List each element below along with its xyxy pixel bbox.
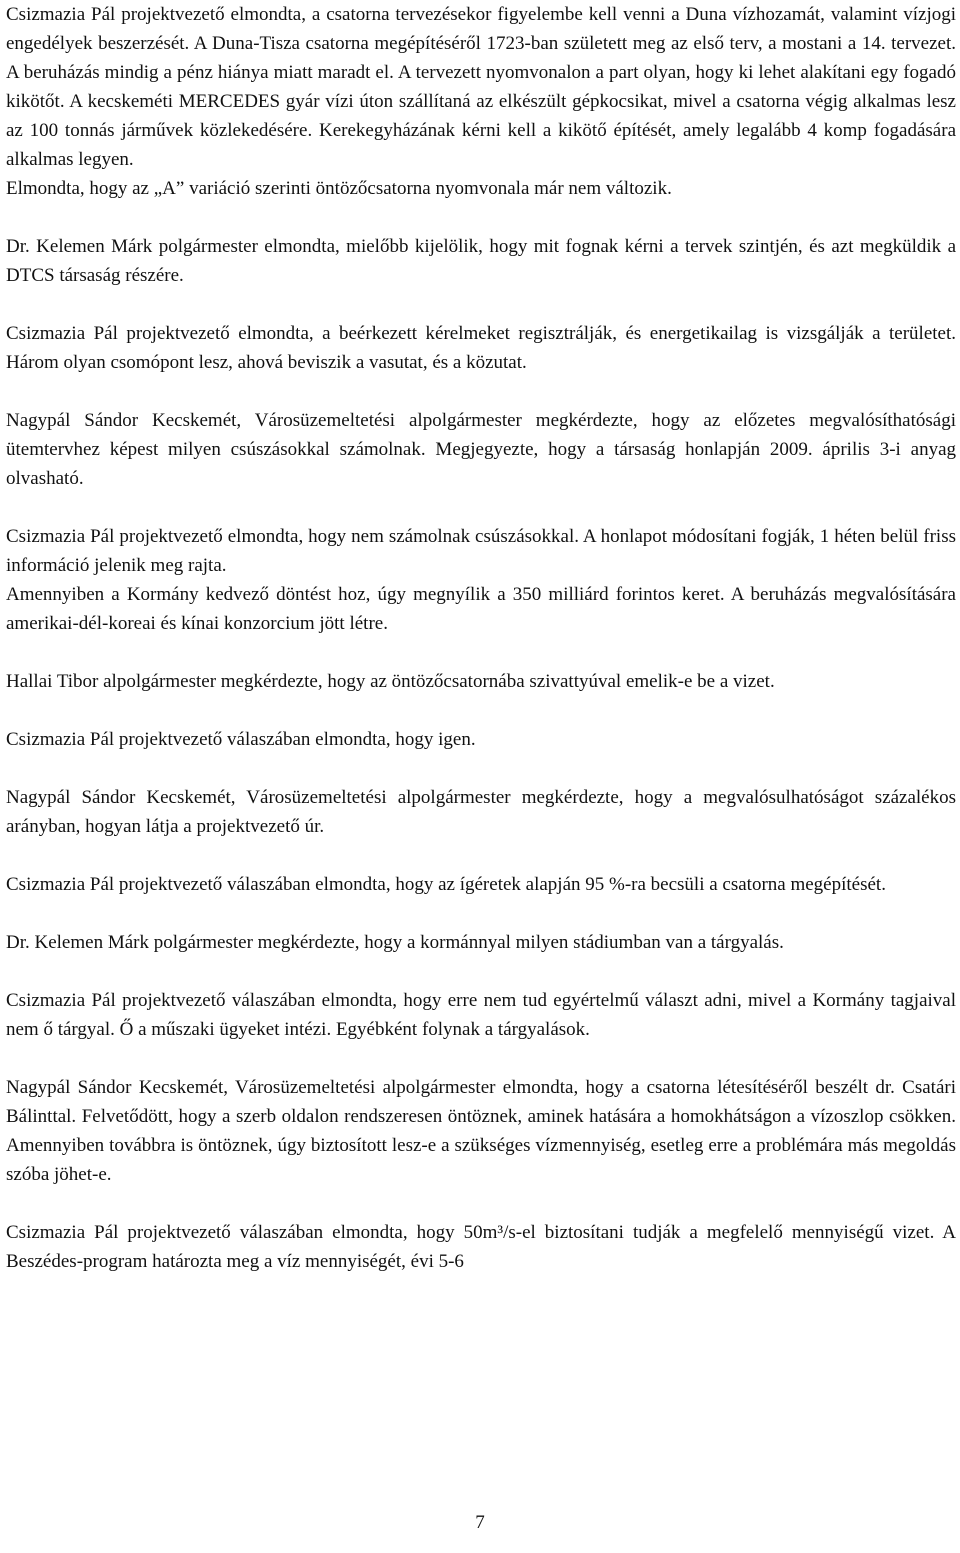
paragraph-10: Nagypál Sándor Kecskemét, Városüzemeltetési alpolgármester megkérdezte, hogy a megvalósulhatóságot százalékos arányban, hogyan látja a projektvezető úr.	[6, 787, 956, 837]
paragraph-6: Csizmazia Pál projektvezető elmondta, hogy nem számolnak csúszásokkal. A honlapot módosítani fogják, 1 héten belül friss információ jelenik meg rajta.	[6, 526, 956, 576]
paragraph-9: Csizmazia Pál projektvezető válaszában elmondta, hogy igen.	[6, 729, 476, 750]
paragraph-4: Csizmazia Pál projektvezető elmondta, a beérkezett kérelmeket regisztrálják, és energetikailag is vizsgálják a területet. Három olyan csomópont lesz, ahová beviszik a vasutat, és a közutat.	[6, 323, 956, 373]
paragraph-5: Nagypál Sándor Kecskemét, Városüzemeltetési alpolgármester megkérdezte, hogy az előzetes megvalósíthatósági ütemtervhez képest milyen csúszásokkal számolnak. Megjegyezte, hogy a társaság honlapján 2009. április 3-i anyag olvasható.	[6, 410, 956, 489]
paragraph-3: Dr. Kelemen Márk polgármester elmondta, mielőbb kijelölik, hogy mit fognak kérni a tervek szintjén, és azt megküldik a DTCS társaság részére.	[6, 236, 956, 286]
paragraph-11: Csizmazia Pál projektvezető válaszában elmondta, hogy az ígéretek alapján 95 %-ra becsüli a csatorna megépítését.	[6, 874, 886, 895]
document-body	[6, 0, 956, 1305]
paragraph-15: Csizmazia Pál projektvezető válaszában elmondta, hogy 50m³/s-el biztosítani tudják a megfelelő mennyiségű vizet. A Beszédes-program határozta meg a víz mennyiségét, évi 5-6	[6, 1222, 956, 1272]
paragraph-14: Nagypál Sándor Kecskemét, Városüzemeltetési alpolgármester elmondta, hogy a csatorna létesítéséről beszélt dr. Csatári Bálinttal. Felvetődött, hogy a szerb oldalon rendszeresen öntöznek, aminek hatására a homokhátságon a vízoszlop csökken. Amennyiben továbbra is öntöznek, úgy biztosított lesz-e a szükséges vízmennyiség, esetleg erre a problémára más megoldás szóba jöhet-e.	[6, 1077, 956, 1185]
paragraph-8: Hallai Tibor alpolgármester megkérdezte, hogy az öntözőcsatornába szivattyúval emelik-e be a vizet.	[6, 671, 775, 692]
paragraph-12: Dr. Kelemen Márk polgármester megkérdezte, hogy a kormánnyal milyen stádiumban van a tárgyalás.	[6, 932, 784, 953]
paragraph-2: Elmondta, hogy az „A” variáció szerinti öntözőcsatorna nyomvonala már nem változik.	[6, 178, 672, 199]
page-number: 7	[475, 1512, 485, 1533]
paragraph-7: Amennyiben a Kormány kedvező döntést hoz, úgy megnyílik a 350 milliárd forintos keret. A beruházás megvalósítására amerikai-dél-koreai és kínai konzorcium jött létre.	[6, 584, 956, 634]
paragraph-1: Csizmazia Pál projektvezető elmondta, a csatorna tervezésekor figyelembe kell venni a Duna vízhozamát, valamint vízjogi engedélyek beszerzését. A Duna-Tisza csatorna megépítéséről 1723-ban született meg az első terv, a mostani a 14. tervezet. A beruházás mindig a pénz hiánya miatt maradt el. A tervezett nyomvonalon a part olyan, hogy ki lehet alakítani egy fogadó kikötőt. A kecskeméti MERCEDES gyár vízi úton szállítaná az elkészült gépkocsikat, mivel a csatorna végig alkalmas lesz az 100 tonnás járművek közlekedésére. Kerekegyházának kérni kell a kikötő építését, amely legalább 4 komp fogadására alkalmas legyen.	[6, 4, 956, 170]
paragraph-13: Csizmazia Pál projektvezető válaszában elmondta, hogy erre nem tud egyértelmű választ adni, mivel a Kormány tagjaival nem ő tárgyal. Ő a műszaki ügyeket intézi. Egyébként folynak a tárgyalások.	[6, 990, 956, 1040]
